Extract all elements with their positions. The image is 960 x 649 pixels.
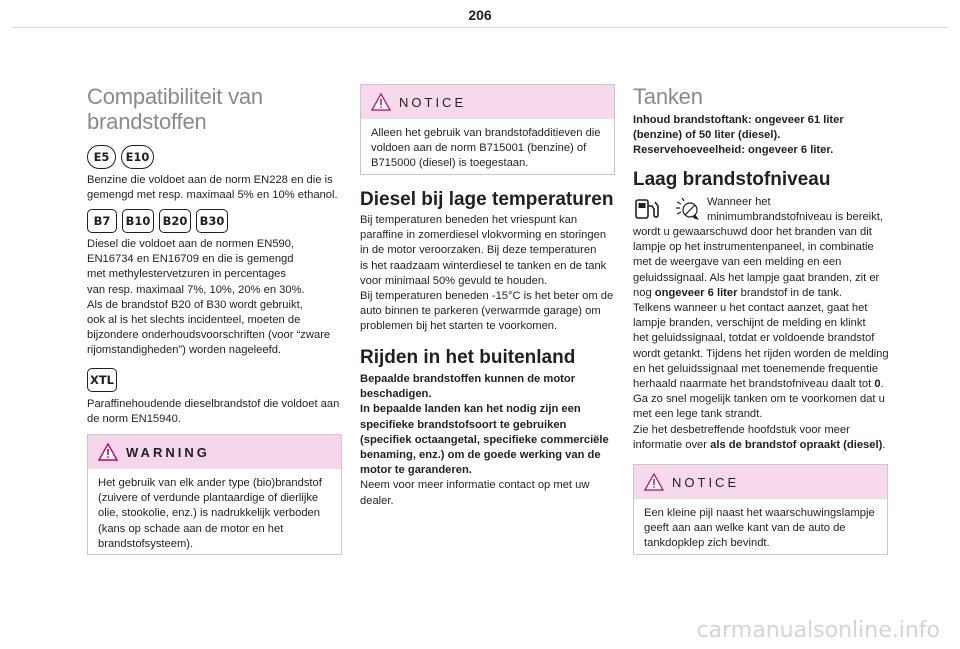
section-title-low-fuel: Laag brandstofniveau xyxy=(633,169,831,190)
warning-header xyxy=(88,435,341,469)
warning-title: WARNING xyxy=(126,444,210,460)
text-tank-capacity: Inhoud brandstoftank: ongeveer 61 liter (benzine) of 50 liter (diesel). Reservehoeveelheid: ongeveer 6 liter. xyxy=(633,114,844,157)
notice-triangle-icon xyxy=(371,93,391,111)
xtl-badges xyxy=(87,368,117,392)
warning-body: Het gebruik van elk ander type (bio)brandstof (zuivere of verdunde plantaardige of dierlijke olie, stookolie, enz.) is nadrukkelijk verboden (kans op schade aan de motor en het brandstofsysteem). xyxy=(98,477,322,550)
section-title-tanken: Tanken xyxy=(633,84,703,109)
text-diesel-cold: Bij temperaturen beneden het vriespunt kan paraffine in zomerdiesel vlokvorming en storingen in de motor veroorzaken. Bij deze temperaturen is het raadzaam winterdiesel te tanken en de tank voor minimaal 50% gevuld te houden. Bij temperaturen beneden -15°C is het beter om de auto binnen te parkeren (verwarmde garage) om problemen bij het starten te voorkomen. xyxy=(360,214,614,333)
text-abroad: Bepaalde brandstoffen kunnen de motor beschadigen. In bepaalde landen kan het nodig zijn een specifieke brandstofsoort te gebruiken (specifiek octaangetal, specifieke commerciële benaming, enz.) om de goede werking van de motor te garanderen. Neem voor meer informatie contact op met uw dealer. xyxy=(360,373,609,507)
badge-e10: E10 xyxy=(121,145,154,169)
notice-triangle-icon xyxy=(644,473,664,491)
badge-b30: B30 xyxy=(196,209,228,233)
notice-box-fuel-flap xyxy=(633,464,888,555)
notice-title: NOTICE xyxy=(672,474,740,490)
badge-e5: E5 xyxy=(87,145,116,169)
biodiesel-badges xyxy=(87,209,228,233)
text-diesel-norms: Diesel die voldoet aan de normen EN590, EN16734 en EN16709 en die is gemengd met methylestervetzuren in percentages van resp. maximaal 7%, 10%, 20% en 30%. Als de brandstof B20 of B30 wordt gebruikt, ook al is het slechts incidenteel, moeten de bijzondere onderhoudsvoorschriften (voor “zware rijomstandigheden”) worden nageleefd. xyxy=(87,238,331,357)
text-low-fuel: wordt u gewaarschuwd door het branden van dit lampje op het instrumentenpaneel, in combinatie met de weergave van een melding en een geluidssignaal. Als het lampje gaat branden, zit er nog ongeveer 6 liter brandstof in de tank. Telkens wanneer u het contact aanzet, gaat het lampje branden, verschijnt de melding en klinkt het geluidssignaal, totdat er voldoende brandstof wordt getankt. Tijdens het rijden worden de melding en het geluidssignaal met toenemende frequentie herhaald naarmate het brandstofniveau daalt tot 0. Ga zo snel mogelijk tanken om te voorkomen dat u met een lege tank strandt. Zie het desbetreffende hoofdstuk voor meer informatie over als de brandstof opraakt (diesel). xyxy=(633,226,889,451)
top-divider xyxy=(12,27,948,28)
watermark: carmanualsonline.info xyxy=(696,618,940,643)
warning-lamp-icon xyxy=(673,196,703,222)
page-number: 206 xyxy=(468,7,492,23)
section-title-diesel-cold: Diesel bij lage temperaturen xyxy=(360,189,614,210)
notice-box-additives xyxy=(360,84,615,175)
notice-title: NOTICE xyxy=(399,94,467,110)
text-xtl: Paraffinehoudende dieselbrandstof die voldoet aan de norm EN15940. xyxy=(87,398,340,426)
ethanol-badges xyxy=(87,145,154,169)
notice-body: Een kleine pijl naast het waarschuwingslampje geeft aan aan welke kant van de auto de tankdopklep zich bevindt. xyxy=(644,507,875,550)
notice-body: Alleen het gebruik van brandstofadditieven die voldoen aan de norm B715001 (benzine) of B715000 (diesel) is toegestaan. xyxy=(371,127,601,170)
notice-header xyxy=(361,85,614,119)
badge-b10: B10 xyxy=(122,209,154,233)
fuel-pump-icon xyxy=(633,197,661,221)
text-low-fuel-intro: Wanneer het minimumbrandstofniveau is bereikt, xyxy=(707,196,883,224)
section-title-compatibility: Compatibiliteit van brandstoffen xyxy=(87,84,263,134)
badge-b20: B20 xyxy=(159,209,191,233)
text-benzine: Benzine die voldoet aan de norm EN228 en die is gemengd met resp. maximaal 5% en 10% ethanol. xyxy=(87,174,338,202)
badge-b7: B7 xyxy=(87,209,117,233)
notice-header xyxy=(634,465,887,499)
badge-xtl: XTL xyxy=(87,368,117,392)
warning-triangle-icon xyxy=(98,443,118,461)
section-title-abroad: Rijden in het buitenland xyxy=(360,347,576,368)
warning-box xyxy=(87,434,342,555)
